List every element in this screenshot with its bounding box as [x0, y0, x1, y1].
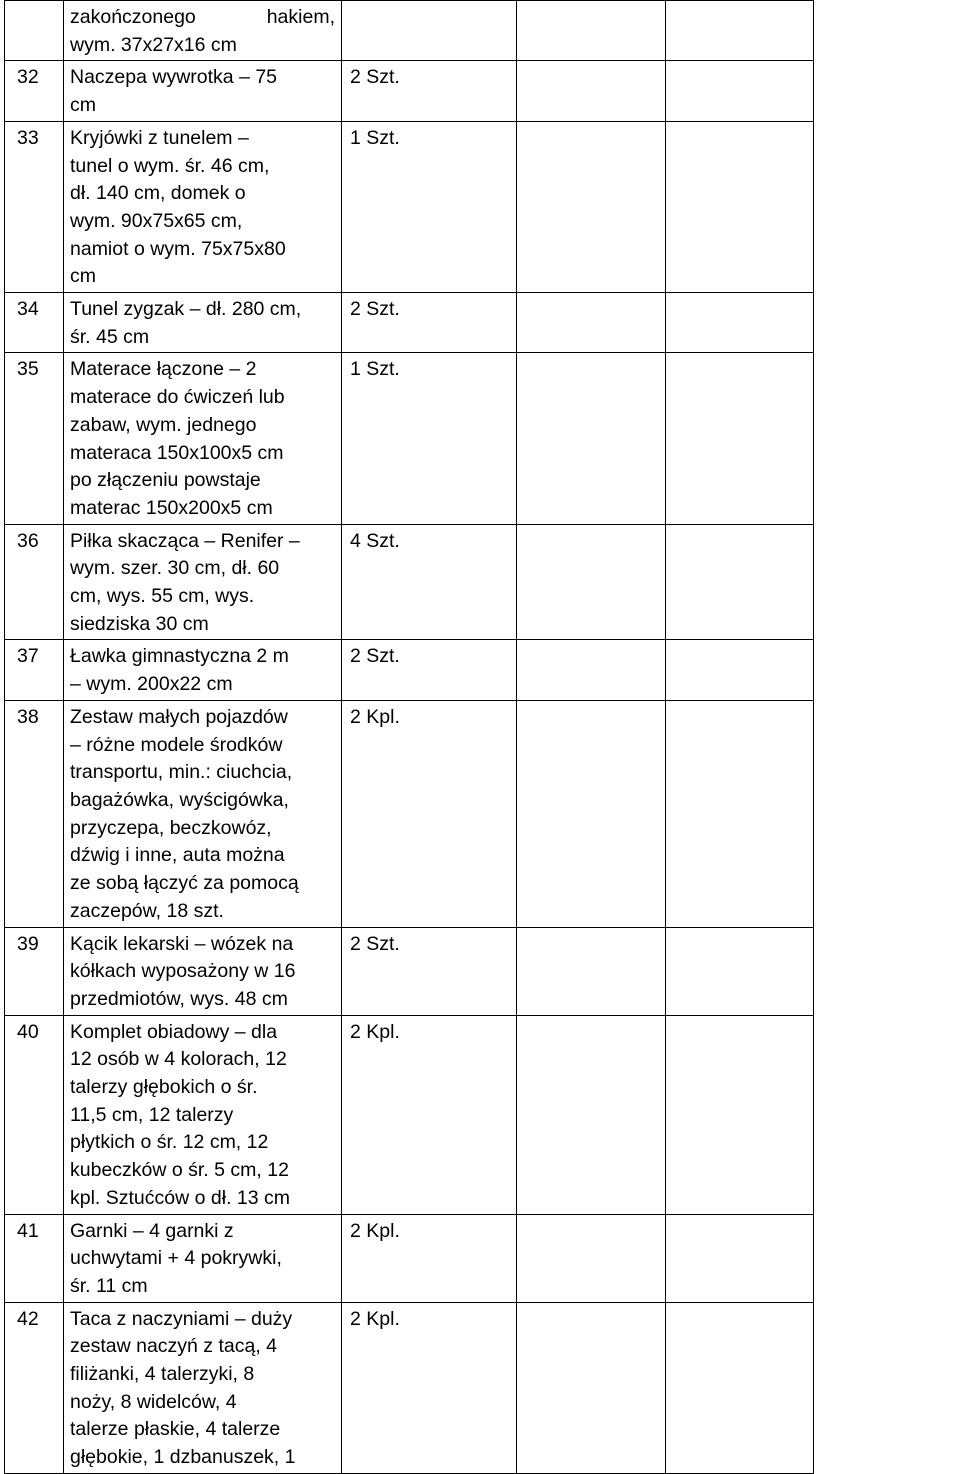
- product-table-body: [5, 1, 814, 1474]
- table-row: [5, 524, 814, 640]
- empty-cell: [666, 1214, 814, 1302]
- empty-cell: [666, 61, 814, 121]
- description-line: wym. 90x75x65 cm,: [70, 209, 243, 232]
- description-line: zabaw, wym. jednego: [70, 413, 257, 436]
- empty-cell: [517, 927, 666, 1015]
- description-line: zestaw naczyń z tacą, 4: [70, 1335, 278, 1358]
- empty-cell: [517, 640, 666, 700]
- item-description: [64, 61, 342, 121]
- description-line: materac 150x200x5 cm: [70, 496, 273, 519]
- item-number: 37: [5, 640, 64, 700]
- table-row: [5, 700, 814, 927]
- description-line: Kącik lekarski – wózek na: [70, 932, 294, 955]
- empty-cell: [666, 353, 814, 524]
- item-quantity: [342, 1, 517, 61]
- table-row: [5, 353, 814, 524]
- description-line: dł. 140 cm, domek o: [70, 182, 246, 205]
- description-line: bagażówka, wyścigówka,: [70, 788, 289, 811]
- item-number: 38: [5, 700, 64, 927]
- table-row: [5, 293, 814, 353]
- description-line: przedmiotów, wys. 48 cm: [70, 987, 288, 1010]
- description-line: kubeczków o śr. 5 cm, 12: [70, 1159, 289, 1182]
- description-line: cm, wys. 55 cm, wys.: [70, 585, 255, 608]
- description-line: wym. szer. 30 cm, dł. 60: [70, 557, 280, 580]
- description-line: namiot o wym. 75x75x80: [70, 237, 286, 260]
- description-line: dźwig i inne, auta można: [70, 844, 285, 867]
- description-line: Ławka gimnastyczna 2 m: [70, 645, 289, 668]
- description-line: wym. 37x27x16 cm: [70, 33, 237, 56]
- item-quantity: 2 Kpl.: [342, 1302, 517, 1473]
- item-description: [64, 640, 342, 700]
- table-row: [5, 1, 814, 61]
- description-line: filiżanki, 4 talerzyki, 8: [70, 1363, 255, 1386]
- item-description: [64, 700, 342, 927]
- description-line: Komplet obiadowy – dla: [70, 1020, 278, 1043]
- item-quantity: 2 Szt.: [342, 927, 517, 1015]
- description-line: Tunel zygzak – dł. 280 cm,: [70, 298, 302, 321]
- item-description: [64, 353, 342, 524]
- empty-cell: [517, 61, 666, 121]
- empty-cell: [517, 1214, 666, 1302]
- table-row: [5, 121, 814, 292]
- product-table: [4, 0, 814, 1474]
- description-line: przyczepa, beczkowóz,: [70, 816, 272, 839]
- description-line: śr. 45 cm: [70, 325, 150, 348]
- description-line: Garnki – 4 garnki z: [70, 1219, 234, 1242]
- item-number: 41: [5, 1214, 64, 1302]
- description-line: cm: [70, 265, 96, 288]
- description-line: talerze płaskie, 4 talerze: [70, 1418, 281, 1441]
- table-row: [5, 61, 814, 121]
- item-number: 39: [5, 927, 64, 1015]
- empty-cell: [666, 700, 814, 927]
- item-quantity: 2 Szt.: [342, 61, 517, 121]
- description-line: – różne modele środków: [70, 733, 283, 756]
- item-quantity: 2 Szt.: [342, 293, 517, 353]
- item-description: [64, 1, 342, 61]
- empty-cell: [666, 524, 814, 640]
- empty-cell: [517, 1302, 666, 1473]
- item-quantity: 2 Kpl.: [342, 1015, 517, 1214]
- description-line: materace do ćwiczeń lub: [70, 386, 285, 409]
- description-line: cm: [70, 94, 96, 117]
- item-quantity: 2 Kpl.: [342, 1214, 517, 1302]
- description-line: Naczepa wywrotka – 75: [70, 66, 278, 89]
- empty-cell: [517, 700, 666, 927]
- item-quantity: 4 Szt.: [342, 524, 517, 640]
- table-row: [5, 1015, 814, 1214]
- description-line: Piłka skacząca – Renifer –: [70, 529, 300, 552]
- item-number: 40: [5, 1015, 64, 1214]
- empty-cell: [666, 1015, 814, 1214]
- item-quantity: 1 Szt.: [342, 121, 517, 292]
- item-quantity: 1 Szt.: [342, 353, 517, 524]
- item-description: [64, 927, 342, 1015]
- description-line: talerzy głębokich o śr.: [70, 1076, 258, 1099]
- empty-cell: [666, 1302, 814, 1473]
- description-line: kółkach wyposażony w 16: [70, 960, 296, 983]
- description-line: zaczepów, 18 szt.: [70, 899, 224, 922]
- empty-cell: [517, 524, 666, 640]
- empty-cell: [666, 121, 814, 292]
- description-line: materaca 150x100x5 cm: [70, 441, 284, 464]
- empty-cell: [517, 1015, 666, 1214]
- description-line: siedziska 30 cm: [70, 612, 209, 635]
- description-line: Taca z naczyniami – duży: [70, 1307, 293, 1330]
- item-number: 42: [5, 1302, 64, 1473]
- item-quantity: 2 Kpl.: [342, 700, 517, 927]
- empty-cell: [666, 1, 814, 61]
- description-line: tunel o wym. śr. 46 cm,: [70, 154, 270, 177]
- description-line: – wym. 200x22 cm: [70, 673, 233, 696]
- description-line: Materace łączone – 2: [70, 358, 257, 381]
- description-line: uchwytami + 4 pokrywki,: [70, 1247, 282, 1270]
- table-row: [5, 1302, 814, 1473]
- description-line: płytkich o śr. 12 cm, 12: [70, 1131, 269, 1154]
- table-row: [5, 927, 814, 1015]
- description-line: transportu, min.: ciuchcia,: [70, 761, 293, 784]
- item-description: [64, 1214, 342, 1302]
- description-line: 11,5 cm, 12 talerzy: [70, 1103, 234, 1126]
- item-number: 36: [5, 524, 64, 640]
- table-row: [5, 640, 814, 700]
- empty-cell: [517, 121, 666, 292]
- description-line: zakończonego hakiem,: [70, 6, 335, 28]
- description-line: Zestaw małych pojazdów: [70, 705, 288, 728]
- item-number: 33: [5, 121, 64, 292]
- item-description: [64, 121, 342, 292]
- description-line: Kryjówki z tunelem –: [70, 126, 249, 149]
- description-line: głębokie, 1 dzbanuszek, 1: [70, 1446, 296, 1469]
- item-number: 34: [5, 293, 64, 353]
- description-line: noży, 8 widelców, 4: [70, 1390, 237, 1413]
- empty-cell: [517, 1, 666, 61]
- item-number: 32: [5, 61, 64, 121]
- description-line: 12 osób w 4 kolorach, 12: [70, 1048, 287, 1071]
- description-line: kpl. Sztućców o dł. 13 cm: [70, 1186, 291, 1209]
- item-description: [64, 1302, 342, 1473]
- empty-cell: [666, 640, 814, 700]
- empty-cell: [517, 353, 666, 524]
- item-number: 35: [5, 353, 64, 524]
- item-description: [64, 1015, 342, 1214]
- empty-cell: [517, 293, 666, 353]
- table-row: [5, 1214, 814, 1302]
- empty-cell: [666, 927, 814, 1015]
- item-description: [64, 293, 342, 353]
- description-line: po złączeniu powstaje: [70, 469, 261, 492]
- item-quantity: 2 Szt.: [342, 640, 517, 700]
- description-line: ze sobą łączyć za pomocą: [70, 872, 299, 895]
- empty-cell: [666, 293, 814, 353]
- item-number: [5, 1, 64, 61]
- item-description: [64, 524, 342, 640]
- description-line: śr. 11 cm: [70, 1274, 148, 1297]
